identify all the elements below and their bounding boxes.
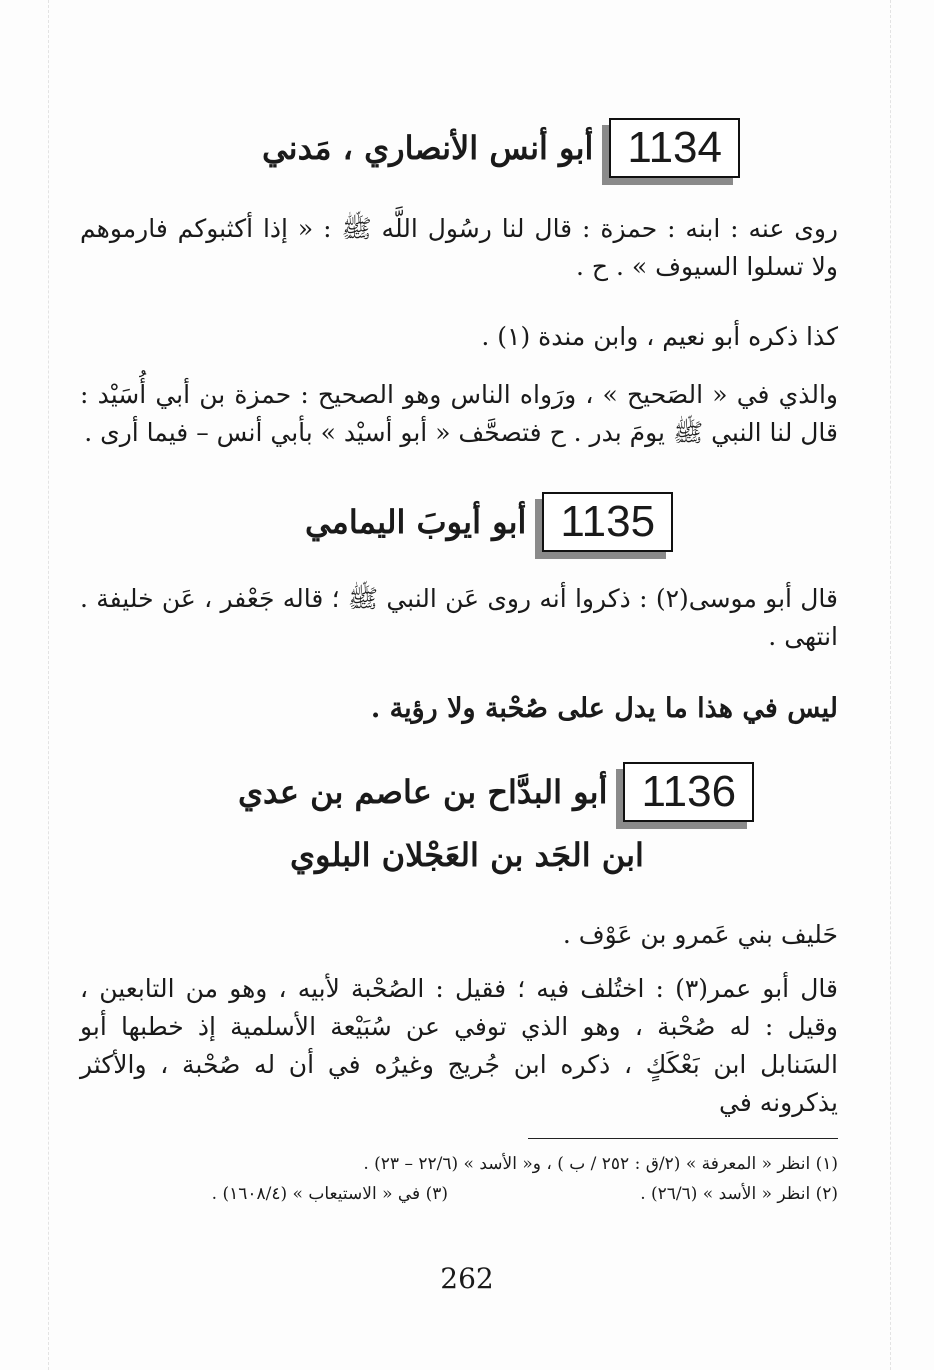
entry-paragraph: حَليف بني عَمرو بن عَوْف . [562, 920, 838, 949]
entry-number-box: 1136 [623, 762, 754, 822]
entry-paragraph: كذا ذكره أبو نعيم ، وابن مندة (١) . [481, 322, 838, 351]
entry-number-box: 1134 [609, 118, 740, 178]
footnote-row [80, 1180, 838, 1208]
page-number: 262 [440, 1262, 494, 1295]
footnote-3: (٣) في « الاستيعاب » (١٦٠٨/٤) . [211, 1184, 448, 1204]
entry-title-continued: ابن الجَد بن العَجْلان البلوي [290, 836, 644, 874]
entry-paragraph: قال أبو عمر(٣) : اختُلف فيه ؛ فقيل : الصُحْبة لأبيه ، وهو من التابعين ، وقيل : له صُحْبة ، وهو الذي توفي عن سُبَيْعة الأسلمية إذ خطبها أبو السَنابل ابن بَعْكَكٍ ، ذكره ابن جُريج وغيرُه في أن له صُحْبة ، والأكثر يذكرونه في [80, 974, 838, 1117]
entry-paragraph: قال أبو موسى(٢) : ذكروا أنه روى عَن النبي ﷺ ؛ قاله جَعْفر ، عَن خليفة . انتهى . [80, 584, 838, 651]
entry-heading-1135 [305, 492, 673, 552]
entry-title: أبو أنس الأنصاري ، مَدني [262, 129, 594, 167]
entry-heading-1134 [262, 118, 740, 178]
footnote-2: (٢) انظر « الأسد » (٢٦/٦) . [640, 1184, 838, 1204]
footnote-1: (١) انظر « المعرفة » (٢/ق : ٢٥٢ / ب ) ، و« الأسد » (٢٢/٦ – ٢٣) . [363, 1154, 838, 1174]
entry-number-box: 1135 [542, 492, 673, 552]
entry-paragraph: روى عنه : ابنه : حمزة : قال لنا رسُول اللَّه ﷺ : « إذا أكثبوكم فارموهم ولا تسلوا السيوف » . ح . [80, 214, 838, 281]
entry-heading-1136 [238, 762, 754, 822]
entry-paragraph: والذي في « الصَحيح » ، ورَواه الناس وهو الصحيح : حمزة بن أبي أُسَيْد : قال لنا النبي ﷺ يومَ بدر . ح فتصحَّف « أبو أسيْد » بأبي أنس – فيما أرى . [80, 380, 838, 447]
entry-title: أبو أيوبَ اليمامي [305, 503, 527, 541]
scan-margin-guide [890, 0, 891, 1370]
editor-remark: ليس في هذا ما يدل على صُحْبة ولا رؤية . [370, 693, 838, 724]
entry-title: أبو البدَّاح بن عاصم بن عدي [238, 773, 608, 811]
scan-margin-guide [48, 0, 49, 1370]
footnote-rule [528, 1138, 838, 1139]
